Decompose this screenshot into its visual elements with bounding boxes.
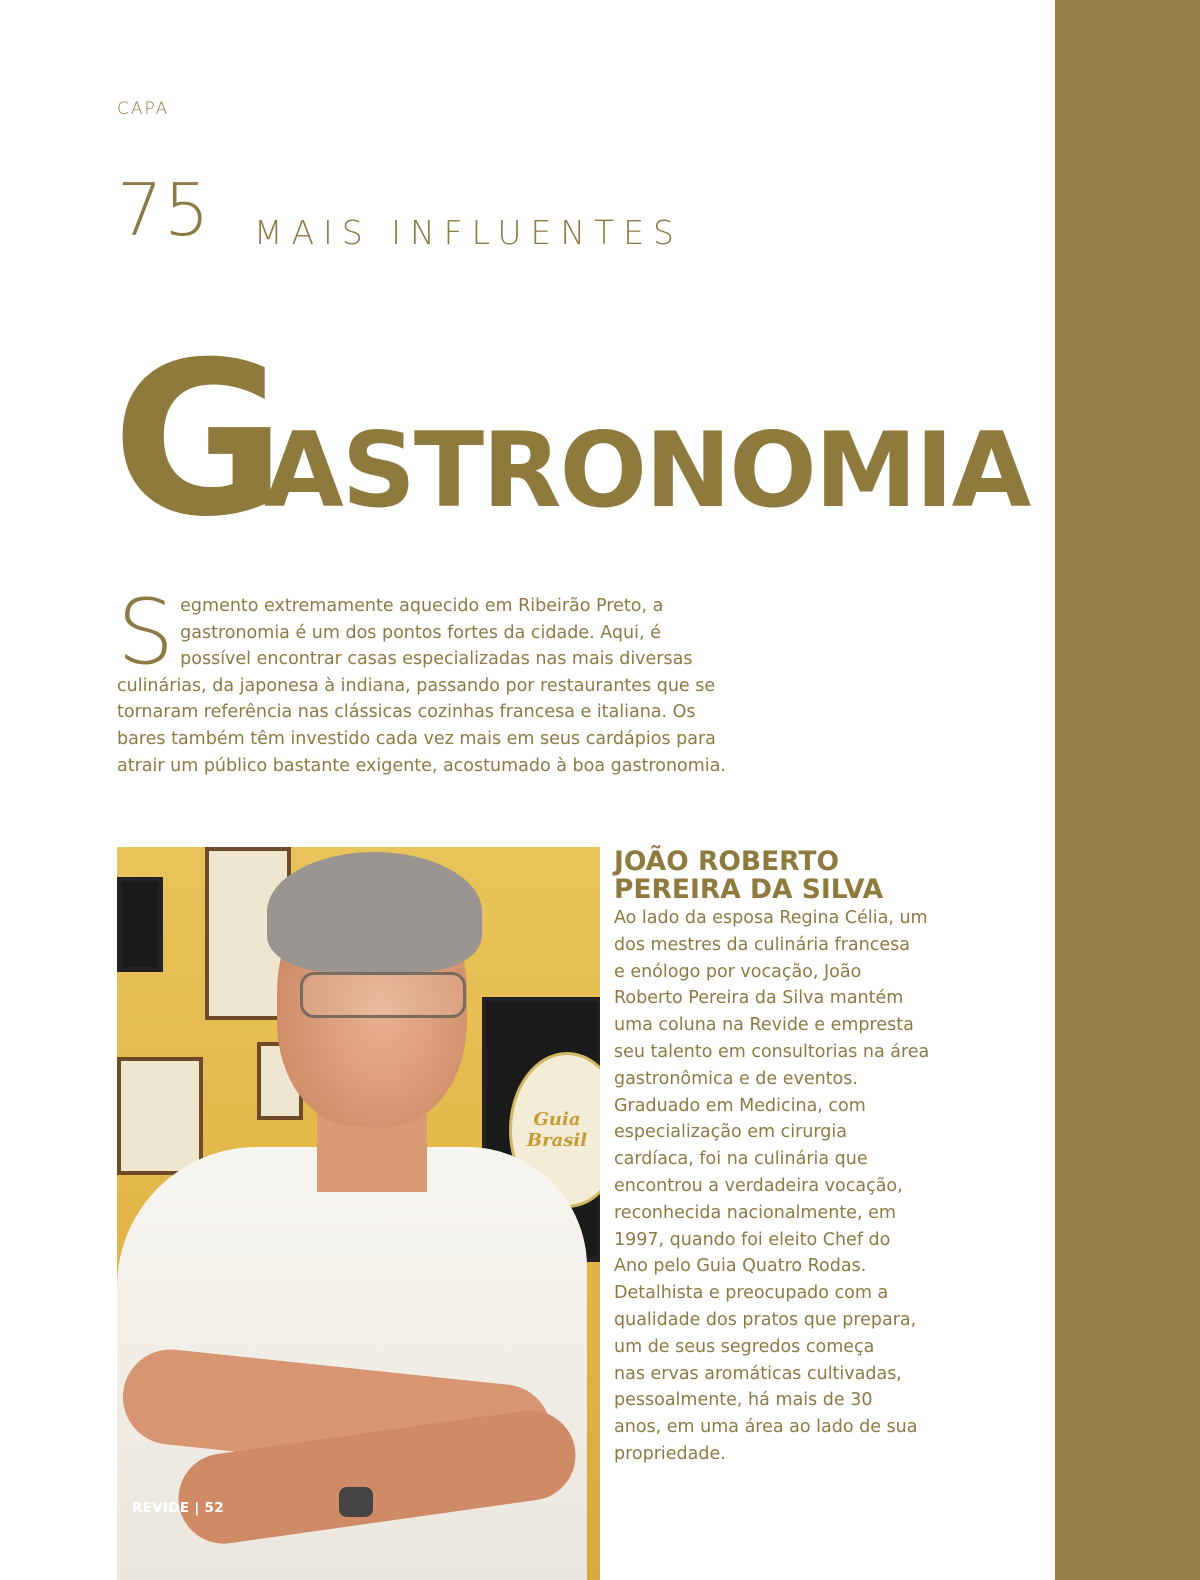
gold-sidebar: [1055, 0, 1200, 1580]
wall-lamp: [117, 877, 163, 972]
profile-line: pessoalmente, há mais de 30: [614, 1390, 873, 1411]
guide-seal-text: Guia Brasil: [526, 1109, 588, 1151]
profile-line: seu talento em consultorias na área: [614, 1041, 930, 1062]
profile-line: cardíaca, foi na culinária que: [614, 1149, 868, 1170]
profile-line: Roberto Pereira da Silva mantém: [614, 988, 904, 1009]
profile-line: Detalhista e preocupado com a: [614, 1283, 889, 1304]
chef-hair: [267, 852, 482, 972]
profile-line: Ao lado da esposa Regina Célia, um: [614, 908, 928, 928]
profile-text: [614, 905, 1034, 1468]
section-label: CAPA: [117, 99, 170, 119]
profile-line: reconhecida nacionalmente, em: [614, 1202, 896, 1223]
page-folio: REVIDE | 52: [132, 1500, 224, 1516]
profile-name-line: JOÃO ROBERTO: [614, 846, 839, 877]
drop-cap: S: [117, 580, 175, 685]
intro-text: egmento extremamente aquecido em Ribeirão Preto, a gastronomia é um dos pontos fortes da cidade. Aqui, é possível encontrar casas especializadas nas mais diversas culinárias, da japonesa à indiana, passando por restaurantes que se tornaram referência nas clássicas cozinhas francesa e italiana. Os bares também têm investido cada vez mais em seus cardápios para atrair um público bastante exigente, acostumado à boa gastronomia.: [117, 596, 726, 776]
profile-line: especialização em cirurgia: [614, 1122, 847, 1143]
profile-line: e enólogo por vocação, João: [614, 961, 862, 982]
kicker-number: 75: [117, 168, 211, 252]
profile-line: anos, em uma área ao lado de sua: [614, 1417, 918, 1438]
profile-line: dos mestres da culinária francesa: [614, 934, 910, 955]
chef-glasses: [300, 972, 466, 1018]
watch: [339, 1487, 373, 1517]
wall-frame: [117, 1057, 203, 1175]
profile-line: uma coluna na Revide e empresta: [614, 1015, 914, 1036]
kicker-text: MAIS INFLUENTES: [254, 213, 684, 252]
profile-line: um de seus segredos começa: [614, 1336, 875, 1357]
profile-line: gastronômica e de eventos.: [614, 1068, 858, 1089]
profile-name-line: PEREIRA DA SILVA: [614, 874, 884, 905]
title-rest: ASTRONOMIA: [264, 411, 1030, 531]
chef-photo: [117, 847, 600, 1580]
profile-line: nas ervas aromáticas cultivadas,: [614, 1363, 902, 1384]
profile-line: 1997, quando foi eleito Chef do: [614, 1229, 891, 1250]
profile-line: qualidade dos pratos que prepara,: [614, 1309, 917, 1330]
profile-name: [614, 848, 1034, 904]
profile-line: propriedade.: [614, 1443, 726, 1464]
profile-line: Graduado em Medicina, com: [614, 1095, 866, 1116]
profile-line: Ano pelo Guia Quatro Rodas.: [614, 1256, 867, 1277]
profile-line: encontrou a verdadeira vocação,: [614, 1175, 903, 1196]
intro-paragraph: [117, 580, 737, 779]
title-initial: G: [112, 316, 283, 563]
